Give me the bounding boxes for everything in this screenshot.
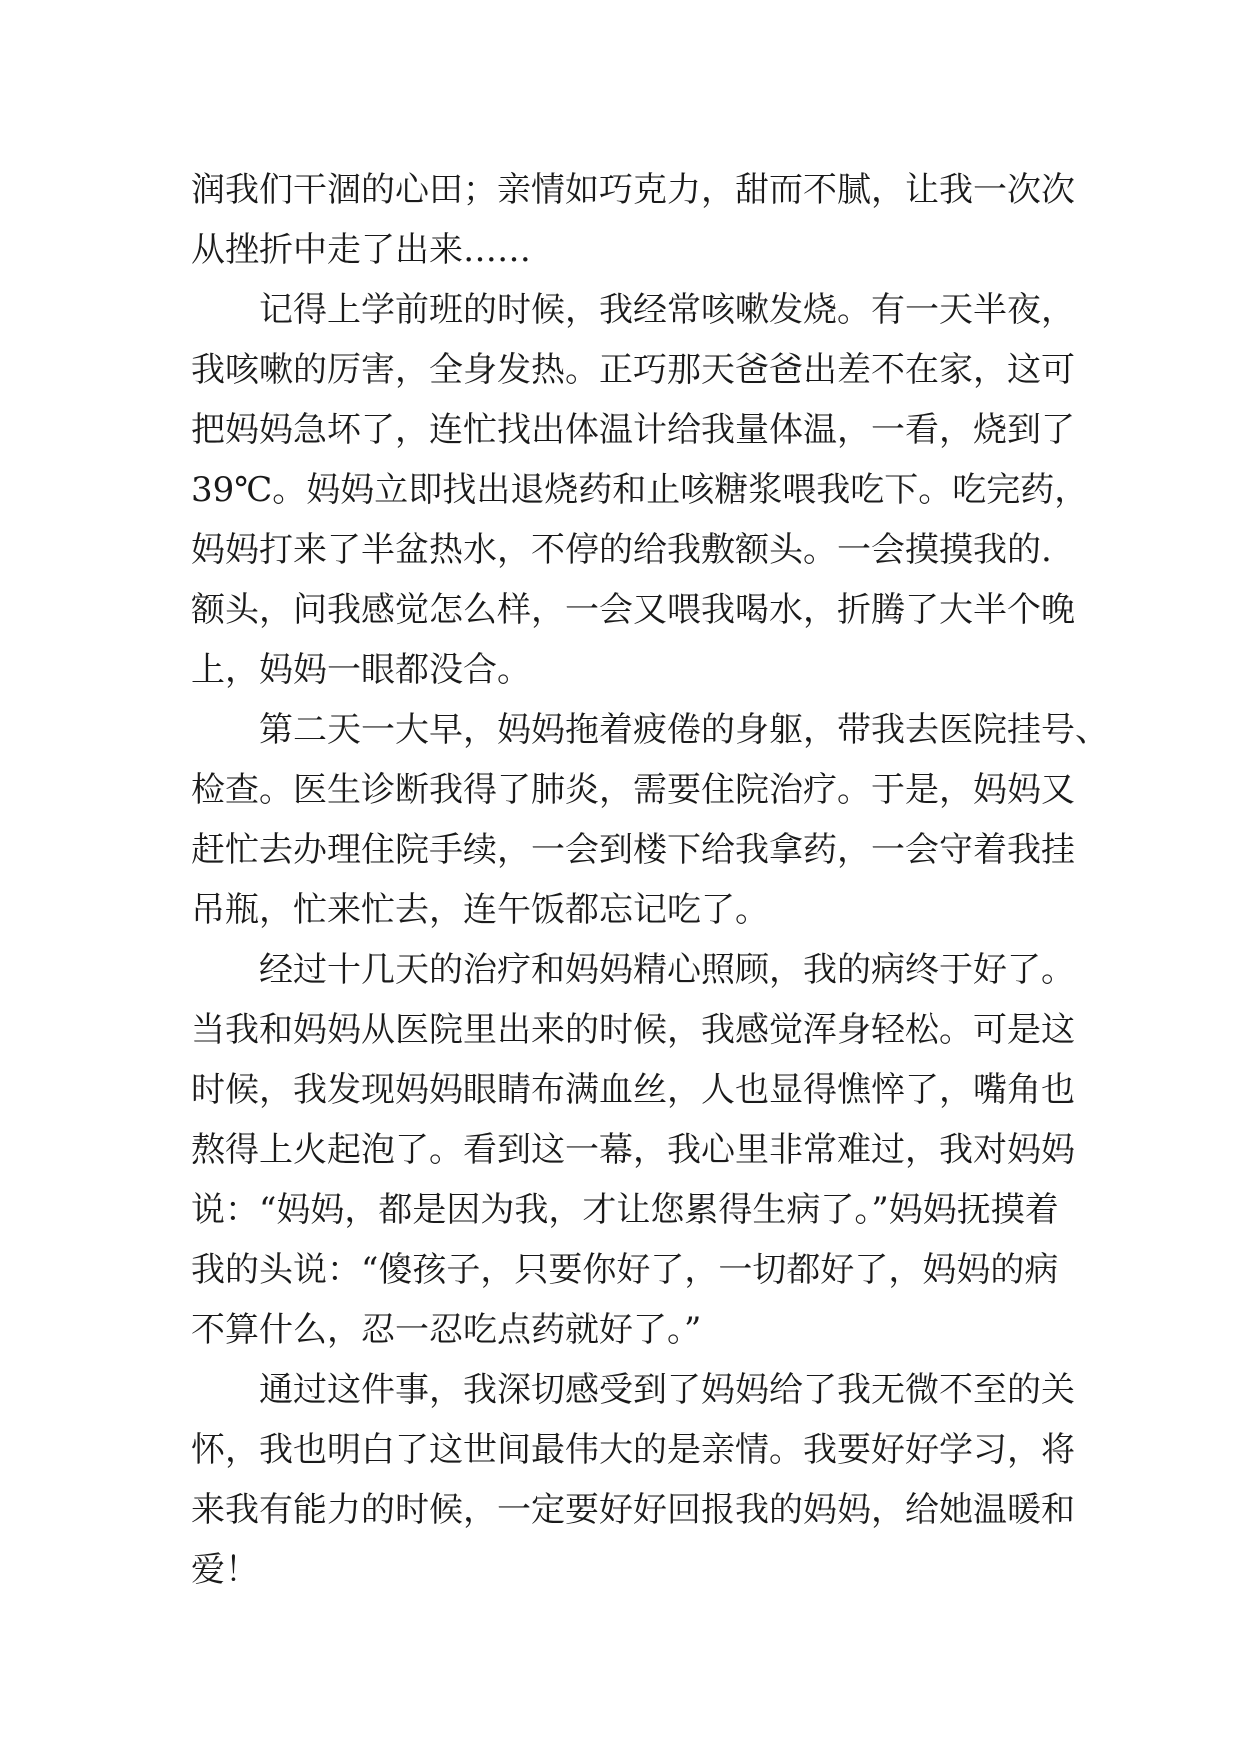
- text-line: 不算什么，忍一忍吃点药就好了。”: [191, 1310, 702, 1350]
- text-line: 经过十几天的治疗和妈妈精心照顾，我的病终于好了。: [259, 950, 1075, 990]
- text-line: 妈妈打来了半盆热水，不停的给我敷额头。一会摸摸我的.: [191, 530, 1052, 570]
- text-line: 上，妈妈一眼都没合。: [191, 650, 531, 690]
- text-line: 来我有能力的时候，一定要好好回报我的妈妈，给她温暖和: [191, 1490, 1075, 1530]
- text-line: 说：“妈妈，都是因为我，才让您累得生病了。”妈妈抚摸着: [191, 1190, 1059, 1230]
- text-line: 额头，问我感觉怎么样，一会又喂我喝水，折腾了大半个晚: [191, 590, 1075, 630]
- text-line: 记得上学前班的时候，我经常咳嗽发烧。有一天半夜，: [259, 290, 1075, 330]
- text-line: 从挫折中走了出来……: [191, 230, 531, 270]
- text-line: 39℃。妈妈立即找出退烧药和止咳糖浆喂我吃下。吃完药，: [191, 470, 1089, 510]
- text-line: 赶忙去办理住院手续，一会到楼下给我拿药，一会守着我挂: [191, 830, 1075, 870]
- text-line: 当我和妈妈从医院里出来的时候，我感觉浑身轻松。可是这: [191, 1010, 1075, 1050]
- text-line: 把妈妈急坏了，连忙找出体温计给我量体温，一看，烧到了: [191, 410, 1075, 450]
- text-line: 通过这件事，我深切感受到了妈妈给了我无微不至的关: [259, 1370, 1075, 1410]
- text-line: 第二天一大早，妈妈拖着疲倦的身躯，带我去医院挂号、: [259, 710, 1109, 750]
- text-line: 爱！: [191, 1550, 259, 1590]
- text-line: 我的头说：“傻孩子，只要你好了，一切都好了，妈妈的病: [191, 1250, 1059, 1290]
- text-line: 熬得上火起泡了。看到这一幕，我心里非常难过，我对妈妈: [191, 1130, 1075, 1170]
- text-line: 检查。医生诊断我得了肺炎，需要住院治疗。于是，妈妈又: [191, 770, 1075, 810]
- text-line: 怀，我也明白了这世间最伟大的是亲情。我要好好学习，将: [191, 1430, 1075, 1470]
- text-line: 润我们干涸的心田；亲情如巧克力，甜而不腻，让我一次次: [191, 170, 1075, 210]
- text-line: 吊瓶，忙来忙去，连午饭都忘记吃了。: [191, 890, 769, 930]
- text-line: 我咳嗽的厉害，全身发热。正巧那天爸爸出差不在家，这可: [191, 350, 1075, 390]
- body-text: [191, 160, 1109, 1600]
- text-line: 时候，我发现妈妈眼睛布满血丝，人也显得憔悴了，嘴角也: [191, 1070, 1075, 1110]
